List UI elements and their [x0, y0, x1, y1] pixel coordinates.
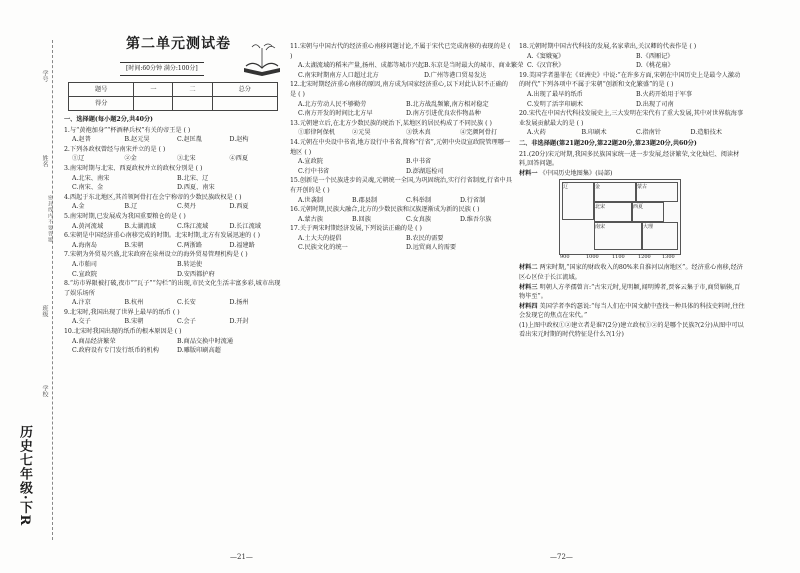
answer-option[interactable]: A.火药 [527, 129, 546, 137]
answer-option[interactable]: B.转运使 [177, 260, 203, 268]
answer-option[interactable]: D.造船技术 [690, 129, 722, 137]
answer-option[interactable]: ④完颜阿骨打 [460, 129, 498, 137]
answer-option[interactable]: D.福建路 [229, 241, 255, 249]
answer-option[interactable]: D.广州等港口贸易发达 [423, 71, 487, 79]
answer-option[interactable]: C.两浙路 [177, 241, 203, 249]
option-group [72, 241, 282, 251]
question-stem: 1.与“黄袍加身”“杯酒释兵权”有关的帝王是 ( ) [64, 126, 191, 134]
question-item [64, 308, 282, 327]
answer-option[interactable]: A.出现了最早的纸币 [527, 90, 583, 98]
question-item [64, 164, 282, 193]
answer-option[interactable]: D.安西都护府 [177, 270, 215, 278]
answer-option[interactable]: B.宋朝 [124, 318, 144, 326]
material-label: 材料二 [519, 264, 538, 272]
answer-option[interactable]: B.宋朝 [124, 241, 144, 249]
map-tick: 1300 [662, 253, 675, 260]
answer-option[interactable]: ④西夏 [229, 155, 249, 163]
option-group [298, 128, 514, 138]
question-stem: 5.南宋时期,已发展成为我国重要粮仓的是 ( ) [64, 212, 186, 220]
question-stem: 4.西起于东北地区,其首领阿骨打在会宁称帝的少数民族政权是 ( ) [64, 193, 242, 201]
question-stem: 15.创新是一个民族进步的灵魂,元朝统一全国,为巩固统治,实行行省制度,行省中具有开创的是 ( ) [290, 177, 512, 194]
map-region: 辽 [562, 182, 594, 220]
answer-option[interactable]: A.赵普 [72, 136, 91, 144]
answer-option[interactable]: C.行中书省 [298, 167, 330, 175]
answer-option[interactable]: D.出现了司南 [636, 100, 674, 108]
answer-option[interactable]: B.回族 [352, 215, 371, 223]
answer-option[interactable]: B.东京是当时最大的城市、商业繁荣 [423, 62, 524, 70]
answer-option[interactable]: C.赵匡胤 [177, 136, 203, 144]
question-item [290, 119, 514, 138]
question-item [64, 145, 282, 164]
question-stem: 14.元朝在中央设中书省,地方设行中书省,简称“行省”,元朝中央设宣政院管理哪一地区 ( ) [290, 138, 511, 156]
answer-option[interactable]: C.《汉宫秋》 [527, 62, 565, 70]
question-stem: 12.北宋时期经济重心南移的原因,南方成为国家经济重心,以下对此认识不正确的是 ( ) [290, 81, 508, 98]
answer-option[interactable]: D.澎湖巡检司 [406, 167, 444, 175]
map-region: 南宋 [594, 222, 642, 250]
answer-option[interactable]: D.赵构 [229, 136, 249, 144]
question-stem: 20.宋代在中国古代科技发展史上,三大发明在宋代有了重大发展,其中对世界航海事业发展贡献最大的是 ( ) [519, 110, 744, 127]
material-label: 材料三 [519, 283, 538, 291]
answer-option[interactable]: C.长安 [177, 299, 196, 307]
answer-option[interactable]: ①辽 [72, 155, 85, 163]
open-book-icon [242, 42, 282, 78]
score-header-cell: 二 [173, 83, 212, 97]
answer-option[interactable]: C.南宋、金 [72, 184, 104, 192]
option-group [72, 202, 282, 212]
question-stem: 3.南宋时期与北宋、西夏政权并立的政权分别是 ( ) [64, 164, 203, 172]
spine-field-name: 姓名 [41, 155, 48, 167]
answer-option[interactable]: C.契丹 [177, 203, 196, 211]
exam-subtitle: [时间:60分钟 满分:100分] [120, 62, 204, 76]
option-group [298, 61, 524, 80]
answer-option[interactable]: ②金 [124, 155, 137, 163]
seal-line-note: 密封线内不要答题 [47, 195, 53, 243]
seal-line [52, 40, 53, 540]
answer-option[interactable]: A.汴京 [72, 299, 91, 307]
answer-option[interactable]: B.北方战乱频繁,南方相对稳定 [406, 100, 489, 108]
history-map-figure [559, 179, 681, 260]
option-group [298, 196, 514, 206]
answer-option[interactable]: A.海南岛 [72, 241, 97, 249]
score-header-cell: 一 [134, 83, 173, 97]
question-item [290, 224, 514, 253]
exam-title: 第二单元测试卷 [126, 36, 231, 52]
question-21-subquestions: (1)上图中政权①②建立者是谁?(2分)建立政权①②的是哪个民族?(2分)从图中可以看出宋元时期的时代特征是什么?(1分) [519, 321, 744, 339]
question-stem: 10.北宋时我国出现的纸币的根本原因是 ( ) [64, 328, 182, 336]
answer-option[interactable]: C.发明了活字印刷术 [527, 100, 583, 108]
question-stem: 13.元朝建立后,在北方少数民族的统治下,某地区的居民构成了不同民族 ( ) [290, 119, 492, 127]
question-item [64, 279, 282, 308]
question-stem: 6.宋朝是中国经济重心南移完成的时期。北宋时期,北方有发展迅速的 ( ) [64, 232, 261, 240]
question-item [64, 212, 282, 231]
option-group [72, 154, 282, 164]
answer-option[interactable]: B.中书省 [406, 158, 432, 166]
answer-option[interactable]: B.杭州 [124, 299, 144, 307]
answer-option[interactable]: D.南方引进优良农作物品种 [406, 110, 481, 118]
question-stem: 8.“坊市界限被打破,夜市”“瓦子”“勾栏”的出现,市民文化生活丰富多彩,城市出现了娱乐场所 [64, 280, 281, 297]
question-stem: 9.北宋时,我国出现了世界上最早的纸币 ( ) [64, 308, 180, 316]
material-4 [519, 302, 745, 321]
material-text: 两宋时期,“国家的财政收入的80%来自淮河以南地区”。经济重心南移,经济区心区位于长江流域。 [519, 264, 743, 281]
answer-option[interactable]: B.《西厢记》 [636, 52, 674, 60]
question-item [290, 176, 514, 205]
title-block [64, 36, 282, 80]
map-region: 蒙古 [636, 182, 678, 202]
map-tick: 900 [560, 253, 570, 260]
question-item [290, 205, 514, 224]
material-label: 材料一 [519, 169, 538, 177]
question-list [64, 126, 282, 356]
binding-strip [0, 0, 58, 573]
map-tick: 1000 [586, 253, 599, 260]
option-group [72, 298, 282, 308]
question-item [64, 126, 282, 145]
material-caption: 《中国历史地图集》(局部) [539, 169, 613, 177]
map-region: 金 [594, 182, 636, 202]
section-heading: 二、非选择题(第21题20分,第22题20分,第23题20分,共60分) [519, 139, 697, 147]
option-group [527, 90, 745, 109]
question-item [290, 42, 524, 80]
answer-option[interactable]: C.民族文化的统一 [298, 244, 348, 252]
answer-option[interactable]: A.北方劳动人民不够勤劳 [298, 100, 367, 108]
answer-option[interactable]: A.市舶司 [72, 260, 97, 268]
question-item [64, 250, 282, 279]
answer-option[interactable]: D.开封 [229, 318, 249, 326]
column-2 [290, 42, 524, 253]
answer-option[interactable]: C.会子 [177, 318, 196, 326]
answer-option[interactable]: B.印刷术 [581, 129, 607, 137]
answer-option[interactable]: D.西夏 [229, 203, 249, 211]
spine-field-class: 班级 [41, 305, 48, 317]
option-group [527, 52, 745, 71]
answer-option[interactable]: D.维吾尔族 [460, 215, 492, 223]
question-list [519, 42, 745, 138]
question-item [64, 193, 282, 212]
material-text: 美国学者李约瑟说:“每当人们在中国文献中查找一种具体的科技史料时,往往会发现它的焦点在宋代。” [519, 302, 745, 320]
answer-option[interactable]: A.土大夫的提倡 [298, 234, 342, 242]
option-group [72, 337, 282, 356]
map-region: 大理 [642, 222, 678, 250]
score-row-label: 得分 [69, 97, 134, 111]
answer-option[interactable]: C.南宋时期南方人口超过北方 [298, 71, 379, 79]
answer-option[interactable]: A.北宋、南宋 [72, 174, 110, 182]
option-group [72, 317, 282, 327]
score-table [68, 82, 278, 111]
question-item [519, 71, 745, 109]
question-list [290, 42, 524, 253]
question-item [290, 80, 514, 118]
option-group [72, 174, 282, 193]
spine-field-school: 学校 [41, 385, 48, 397]
material-3 [519, 283, 745, 302]
section-heading: 一、选择题(每小题2分,共40分) [64, 116, 153, 123]
question-item [64, 327, 282, 356]
option-group [298, 157, 514, 176]
question-item [290, 138, 514, 176]
answer-option[interactable]: A.商品经济繁荣 [72, 337, 116, 345]
option-group [527, 128, 745, 138]
column-1 [64, 36, 282, 356]
spine-title: 历史七年级·下R [17, 425, 32, 527]
question-stem: 2.下列各政权曾经与南宋并立的是 ( ) [64, 145, 166, 153]
answer-option[interactable]: B.赵元昊 [124, 136, 150, 144]
answer-option[interactable]: A.黄河流域 [72, 222, 104, 230]
question-stem: 18.元朝时期中国古代科技的发展,名家辈出,关汉卿的代表作是 ( ) [519, 43, 697, 50]
answer-option[interactable]: B.农民的需要 [406, 234, 444, 242]
material-text: 明朝人方孝孺曾言:“古宋元时,见明颖,闻明博者,贾客云集于市,商贸辐辏,百物毕至”。 [519, 283, 741, 301]
answer-option[interactable]: D.西夏、南宋 [177, 184, 215, 192]
score-header-cell: 题号 [69, 83, 134, 97]
map-region: 西夏 [632, 202, 664, 222]
answer-option[interactable]: C.科举制 [406, 196, 432, 204]
answer-option[interactable]: D.《桃花扇》 [636, 62, 674, 70]
question-stem: 16.元朝时期,民族大融合,北方的少数民族和汉族逐渐成为新的民族 ( ) [290, 206, 480, 214]
page-number-left: —21— [230, 553, 253, 561]
question-item [519, 42, 745, 71]
answer-option[interactable]: C.指南针 [636, 129, 662, 137]
material-1 [519, 169, 745, 179]
map-region: 北宋 [594, 202, 632, 222]
answer-option[interactable]: A.《窦娥冤》 [527, 52, 565, 60]
spine-field-student-id: 学号 [41, 70, 48, 82]
answer-option[interactable]: C.政府设有专门发行纸币的机构 [72, 347, 159, 355]
answer-option[interactable]: A.世袭制 [298, 196, 323, 204]
answer-option[interactable]: C.珠江流域 [177, 222, 209, 230]
score-input-cell[interactable] [212, 97, 277, 111]
column-3 [519, 42, 745, 340]
score-header-cell: 总分 [212, 83, 277, 97]
map-tick: 1200 [638, 253, 651, 260]
question-item [64, 231, 282, 250]
answer-option[interactable]: C.南方开发的时间比北方早 [298, 110, 373, 118]
score-input-cell[interactable] [173, 97, 212, 111]
option-group [72, 222, 282, 232]
question-stem: 7.宋朝为外贸易兴盛,北宋政府在泉州设立的海外贸易管理机构是 ( ) [64, 251, 248, 259]
question-21-intro: 21.(20分)宋元时期,我国多民族国家统一进一步发展,经济繁荣,文化灿烂、阅读材料,回答问题。 [519, 150, 740, 168]
map-tick: 1100 [612, 253, 625, 260]
score-input-cell[interactable] [134, 97, 173, 111]
answer-option[interactable]: ③北宋 [177, 155, 196, 163]
option-group [298, 215, 514, 225]
answer-option[interactable]: D.远贸商人的需要 [406, 244, 457, 252]
material-label: 材料四 [519, 302, 538, 310]
answer-option[interactable]: ②元昊 [352, 129, 371, 137]
answer-option[interactable]: D.雕版印刷高超 [177, 347, 221, 355]
answer-option[interactable]: ①耶律阿保机 [298, 129, 336, 137]
question-item [519, 109, 745, 138]
answer-option[interactable]: A.宣政院 [298, 158, 323, 166]
material-2 [519, 263, 745, 282]
answer-option[interactable]: B.火药开始用于军事 [636, 90, 693, 98]
answer-option[interactable]: D.长江流域 [229, 222, 261, 230]
answer-option[interactable]: A.蒙古族 [298, 215, 323, 223]
option-group [72, 135, 282, 145]
answer-option[interactable]: D.行省制 [460, 196, 486, 204]
question-stem: 11.宋朝与中国古代的经济重心南移问题讨论,不属于宋代已完成南移的表现的是 ( ) [290, 43, 511, 60]
answer-option[interactable]: A.交子 [72, 318, 91, 326]
question-stem: 19.美国学者墨菲在《亚洲史》中说:“在许多方面,宋朝在中国历史上是最令人激动的时代”下列各项中不属于宋朝“创新和文化繁盛”的是 ( ) [519, 71, 741, 89]
answer-option[interactable]: C.宣政院 [72, 270, 98, 278]
answer-option[interactable]: D.扬州 [229, 299, 249, 307]
answer-option[interactable]: B.郡县制 [352, 196, 378, 204]
answer-option[interactable]: ③铁木真 [406, 129, 431, 137]
page-number-right: —72— [550, 553, 573, 561]
answer-option[interactable]: C.女真族 [406, 215, 432, 223]
question-stem: 17.关于两宋时期经济发展,下列说法正确的是 ( ) [290, 225, 422, 233]
option-group [298, 234, 514, 253]
answer-option[interactable]: B.辽 [124, 203, 138, 211]
answer-option[interactable]: B.商品交换中时流通 [177, 337, 234, 345]
option-group [72, 260, 282, 279]
answer-option[interactable]: A.金 [72, 203, 85, 211]
answer-option[interactable]: B.北宋、辽 [177, 174, 209, 182]
answer-option[interactable]: A.太湖流域的稻米产量,扬州、成都等城市兴起 [298, 62, 424, 70]
option-group [298, 100, 514, 119]
answer-option[interactable]: B.太湖流域 [124, 222, 156, 230]
